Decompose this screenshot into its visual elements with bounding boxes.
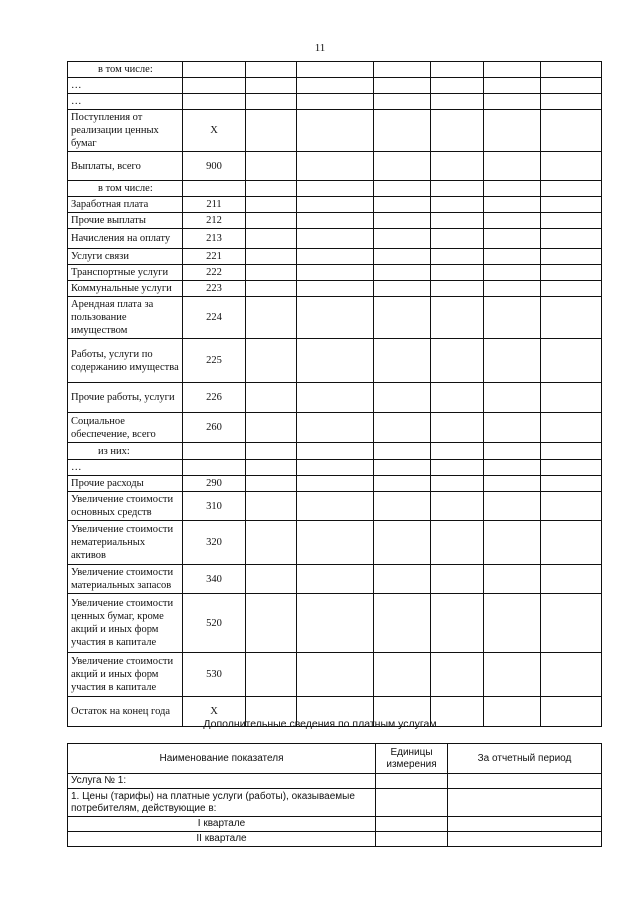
empty-cell — [431, 249, 484, 265]
row-code: 221 — [183, 249, 246, 265]
empty-cell — [484, 229, 541, 249]
empty-cell — [541, 265, 602, 281]
empty-cell — [246, 383, 297, 413]
row-name: Увеличение стоимости основных средств — [68, 492, 183, 521]
empty-cell — [246, 521, 297, 565]
page-number: 11 — [314, 42, 326, 54]
empty-cell — [246, 460, 297, 476]
table-row — [68, 110, 602, 152]
row-code: 530 — [183, 653, 246, 697]
empty-cell — [431, 476, 484, 492]
row-name: … — [68, 78, 183, 94]
table-row — [68, 413, 602, 443]
row-code: 320 — [183, 521, 246, 565]
empty-cell — [374, 653, 431, 697]
empty-cell — [484, 565, 541, 594]
row-code: 222 — [183, 265, 246, 281]
row-label: 1. Цены (тарифы) на платные услуги (работы), оказываемые потребителям, действующие в: — [68, 789, 376, 817]
row-name: Социальное обеспечение, всего — [68, 413, 183, 443]
empty-cell — [374, 281, 431, 297]
empty-cell — [246, 565, 297, 594]
row-name: Транспортные услуги — [68, 265, 183, 281]
empty-cell — [374, 521, 431, 565]
empty-cell — [297, 339, 374, 383]
empty-cell — [431, 492, 484, 521]
empty-cell — [484, 476, 541, 492]
empty-cell — [484, 383, 541, 413]
row-code — [183, 181, 246, 197]
empty-cell — [431, 265, 484, 281]
row-name: Заработная плата — [68, 197, 183, 213]
empty-cell — [431, 339, 484, 383]
empty-cell — [448, 817, 602, 832]
empty-cell — [484, 152, 541, 181]
empty-cell — [246, 94, 297, 110]
row-code — [183, 94, 246, 110]
empty-cell — [246, 265, 297, 281]
empty-cell — [431, 281, 484, 297]
table-row — [68, 62, 602, 78]
empty-cell — [297, 492, 374, 521]
empty-cell — [431, 413, 484, 443]
empty-cell — [484, 94, 541, 110]
empty-cell — [541, 110, 602, 152]
empty-cell — [246, 249, 297, 265]
empty-cell — [484, 249, 541, 265]
empty-cell — [376, 789, 448, 817]
empty-cell — [297, 110, 374, 152]
empty-cell — [431, 213, 484, 229]
empty-cell — [297, 213, 374, 229]
table-row — [68, 152, 602, 181]
table-row — [68, 476, 602, 492]
empty-cell — [297, 62, 374, 78]
empty-cell — [376, 774, 448, 789]
row-name: Арендная плата за пользование имуществом — [68, 297, 183, 339]
empty-cell — [297, 249, 374, 265]
row-code: 900 — [183, 152, 246, 181]
empty-cell — [297, 281, 374, 297]
table-row — [68, 213, 602, 229]
empty-cell — [448, 774, 602, 789]
row-code: 340 — [183, 565, 246, 594]
empty-cell — [484, 181, 541, 197]
empty-cell — [246, 110, 297, 152]
empty-cell — [484, 281, 541, 297]
row-code: 212 — [183, 213, 246, 229]
table-row — [68, 817, 602, 832]
empty-cell — [376, 817, 448, 832]
empty-cell — [541, 281, 602, 297]
row-name: Прочие работы, услуги — [68, 383, 183, 413]
header-period: За отчетный период — [448, 744, 602, 774]
empty-cell — [484, 521, 541, 565]
empty-cell — [374, 152, 431, 181]
empty-cell — [246, 62, 297, 78]
empty-cell — [297, 443, 374, 460]
table-row — [68, 383, 602, 413]
paid-services-table — [67, 743, 602, 847]
empty-cell — [484, 653, 541, 697]
empty-cell — [246, 476, 297, 492]
table-row — [68, 594, 602, 653]
empty-cell — [541, 460, 602, 476]
row-name: Увеличение стоимости ценных бумаг, кроме акций и иных форм участия в капитале — [68, 594, 183, 653]
row-name: … — [68, 460, 183, 476]
empty-cell — [374, 78, 431, 94]
empty-cell — [297, 152, 374, 181]
empty-cell — [374, 249, 431, 265]
empty-cell — [246, 78, 297, 94]
table-row — [68, 181, 602, 197]
empty-cell — [374, 181, 431, 197]
row-code — [183, 78, 246, 94]
empty-cell — [297, 653, 374, 697]
table-row — [68, 297, 602, 339]
empty-cell — [541, 492, 602, 521]
empty-cell — [246, 492, 297, 521]
row-name: Прочие выплаты — [68, 213, 183, 229]
empty-cell — [541, 78, 602, 94]
row-name: Увеличение стоимости материальных запасов — [68, 565, 183, 594]
row-name: из них: — [68, 443, 183, 460]
empty-cell — [246, 443, 297, 460]
empty-cell — [431, 181, 484, 197]
empty-cell — [297, 460, 374, 476]
empty-cell — [374, 476, 431, 492]
table-row — [68, 197, 602, 213]
empty-cell — [297, 229, 374, 249]
empty-cell — [448, 832, 602, 847]
table-row — [68, 78, 602, 94]
table-row — [68, 653, 602, 697]
empty-cell — [484, 62, 541, 78]
empty-cell — [484, 460, 541, 476]
empty-cell — [448, 789, 602, 817]
empty-cell — [484, 413, 541, 443]
empty-cell — [297, 181, 374, 197]
row-code: 520 — [183, 594, 246, 653]
empty-cell — [541, 476, 602, 492]
empty-cell — [246, 152, 297, 181]
empty-cell — [374, 213, 431, 229]
empty-cell — [246, 229, 297, 249]
empty-cell — [431, 565, 484, 594]
empty-cell — [374, 297, 431, 339]
empty-cell — [541, 443, 602, 460]
row-label: I квартале — [68, 817, 376, 832]
table-row — [68, 281, 602, 297]
row-code — [183, 62, 246, 78]
empty-cell — [246, 594, 297, 653]
empty-cell — [541, 653, 602, 697]
row-code: 225 — [183, 339, 246, 383]
table-row — [68, 265, 602, 281]
empty-cell — [541, 297, 602, 339]
empty-cell — [374, 94, 431, 110]
empty-cell — [246, 413, 297, 443]
table-row — [68, 789, 602, 817]
row-name: Поступления от реализации ценных бумаг — [68, 110, 183, 152]
empty-cell — [374, 443, 431, 460]
table-row — [68, 249, 602, 265]
empty-cell — [374, 565, 431, 594]
empty-cell — [431, 383, 484, 413]
empty-cell — [541, 62, 602, 78]
empty-cell — [297, 476, 374, 492]
row-name: в том числе: — [68, 181, 183, 197]
row-name: Увеличение стоимости нематериальных активов — [68, 521, 183, 565]
empty-cell — [484, 265, 541, 281]
empty-cell — [374, 413, 431, 443]
empty-cell — [431, 297, 484, 339]
row-code — [183, 443, 246, 460]
empty-cell — [246, 297, 297, 339]
empty-cell — [431, 460, 484, 476]
row-code: X — [183, 697, 246, 727]
table-row — [68, 339, 602, 383]
empty-cell — [431, 653, 484, 697]
empty-cell — [431, 152, 484, 181]
empty-cell — [431, 229, 484, 249]
empty-cell — [431, 78, 484, 94]
row-code: 310 — [183, 492, 246, 521]
empty-cell — [541, 197, 602, 213]
empty-cell — [374, 110, 431, 152]
empty-cell — [484, 594, 541, 653]
empty-cell — [374, 265, 431, 281]
empty-cell — [541, 152, 602, 181]
empty-cell — [431, 594, 484, 653]
empty-cell — [374, 62, 431, 78]
table-row — [68, 460, 602, 476]
empty-cell — [246, 213, 297, 229]
empty-cell — [484, 78, 541, 94]
row-name: в том числе: — [68, 62, 183, 78]
paid-services-table-body — [68, 744, 602, 847]
empty-cell — [541, 594, 602, 653]
row-label: Услуга № 1: — [68, 774, 376, 789]
empty-cell — [246, 653, 297, 697]
row-code: X — [183, 110, 246, 152]
header-units: Единицы измерения — [376, 744, 448, 774]
row-code — [183, 460, 246, 476]
empty-cell — [297, 594, 374, 653]
empty-cell — [484, 339, 541, 383]
empty-cell — [246, 281, 297, 297]
empty-cell — [374, 383, 431, 413]
table-row — [68, 229, 602, 249]
empty-cell — [297, 94, 374, 110]
empty-cell — [484, 443, 541, 460]
empty-cell — [431, 110, 484, 152]
empty-cell — [374, 594, 431, 653]
empty-cell — [374, 197, 431, 213]
row-name: … — [68, 94, 183, 110]
empty-cell — [246, 181, 297, 197]
row-name: Начисления на оплату — [68, 229, 183, 249]
empty-cell — [431, 443, 484, 460]
row-code: 211 — [183, 197, 246, 213]
empty-cell — [374, 460, 431, 476]
row-code: 223 — [183, 281, 246, 297]
row-code: 224 — [183, 297, 246, 339]
row-code: 260 — [183, 413, 246, 443]
empty-cell — [431, 62, 484, 78]
row-code: 213 — [183, 229, 246, 249]
empty-cell — [431, 94, 484, 110]
empty-cell — [297, 521, 374, 565]
empty-cell — [541, 565, 602, 594]
empty-cell — [246, 339, 297, 383]
empty-cell — [541, 249, 602, 265]
empty-cell — [541, 339, 602, 383]
row-name: Прочие расходы — [68, 476, 183, 492]
table-row — [68, 492, 602, 521]
row-name: Коммунальные услуги — [68, 281, 183, 297]
empty-cell — [484, 297, 541, 339]
empty-cell — [484, 110, 541, 152]
table-row — [68, 832, 602, 847]
empty-cell — [484, 213, 541, 229]
empty-cell — [541, 213, 602, 229]
extra-section-title: Дополнительные сведения по платным услугам — [203, 718, 437, 730]
empty-cell — [541, 94, 602, 110]
row-label: II квартале — [68, 832, 376, 847]
empty-cell — [431, 521, 484, 565]
empty-cell — [297, 297, 374, 339]
row-name: Остаток на конец года — [68, 697, 183, 727]
table-row — [68, 521, 602, 565]
empty-cell — [297, 565, 374, 594]
empty-cell — [297, 383, 374, 413]
table-row — [68, 565, 602, 594]
empty-cell — [297, 78, 374, 94]
row-name: Услуги связи — [68, 249, 183, 265]
financial-table-body — [68, 62, 602, 727]
header-row — [68, 744, 602, 774]
empty-cell — [246, 197, 297, 213]
row-name: Работы, услуги по содержанию имущества — [68, 339, 183, 383]
table-row — [68, 774, 602, 789]
empty-cell — [376, 832, 448, 847]
empty-cell — [297, 265, 374, 281]
empty-cell — [374, 229, 431, 249]
empty-cell — [484, 492, 541, 521]
empty-cell — [431, 197, 484, 213]
table-row — [68, 94, 602, 110]
empty-cell — [541, 413, 602, 443]
header-indicator: Наименование показателя — [68, 744, 376, 774]
table-row — [68, 443, 602, 460]
empty-cell — [297, 413, 374, 443]
row-code: 226 — [183, 383, 246, 413]
row-code: 290 — [183, 476, 246, 492]
empty-cell — [541, 521, 602, 565]
financial-table — [67, 61, 602, 727]
empty-cell — [374, 492, 431, 521]
empty-cell — [541, 383, 602, 413]
empty-cell — [541, 229, 602, 249]
row-name: Увеличение стоимости акций и иных форм участия в капитале — [68, 653, 183, 697]
empty-cell — [374, 339, 431, 383]
row-name: Выплаты, всего — [68, 152, 183, 181]
empty-cell — [297, 197, 374, 213]
empty-cell — [541, 181, 602, 197]
empty-cell — [484, 197, 541, 213]
